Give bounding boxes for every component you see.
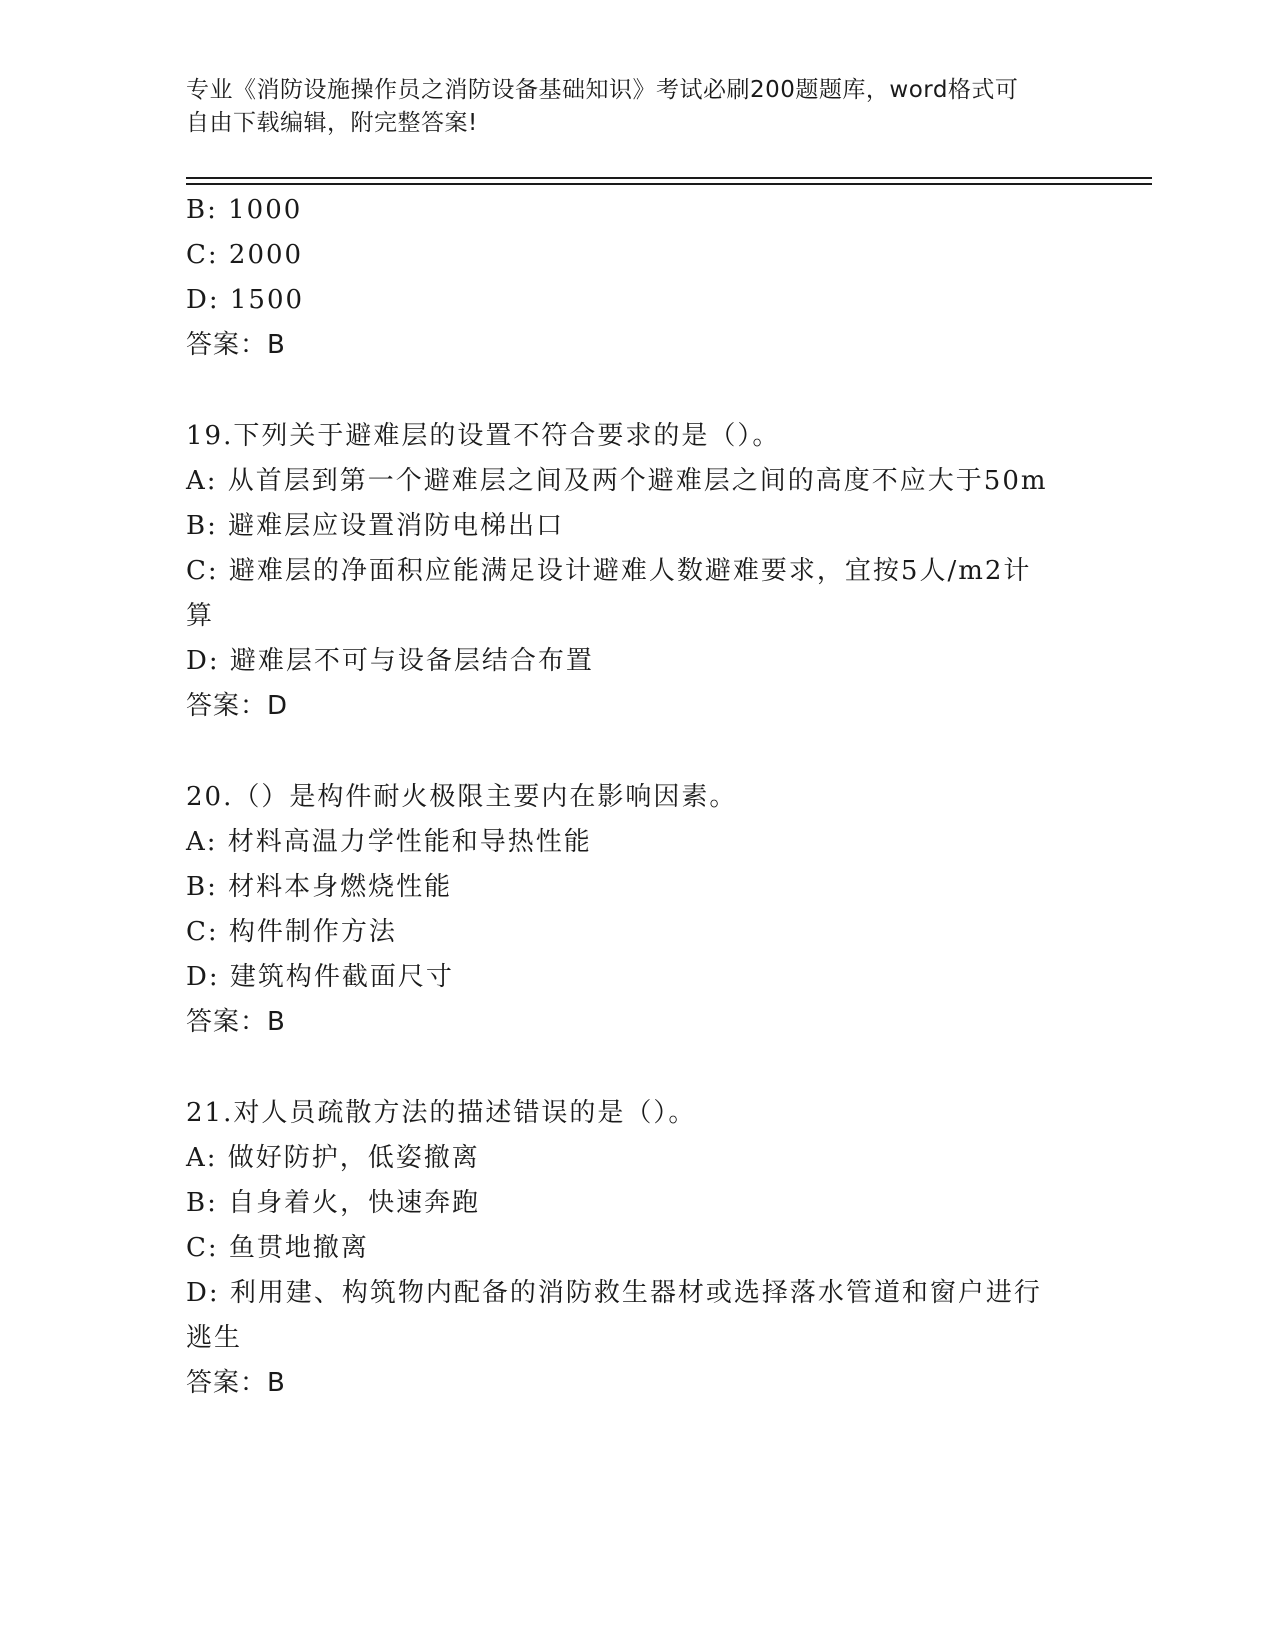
option-a: A: 从首层到第一个避难层之间及两个避难层之间的高度不应大于50m	[186, 466, 1048, 496]
option-c-continued: 算	[186, 601, 215, 631]
answer-line: 答案：B	[186, 1007, 286, 1037]
option-c: C: 构件制作方法	[186, 917, 397, 947]
header-rule-bottom	[186, 183, 1152, 185]
spacer	[186, 368, 1086, 414]
question-title: 19.下列关于避难层的设置不符合要求的是（）。	[186, 421, 781, 451]
answer-line: 答案：B	[186, 330, 286, 360]
option-d: D: 避难层不可与设备层结合布置	[186, 646, 594, 676]
answer-line: 答案：D	[186, 691, 289, 721]
question-block-20	[186, 775, 1086, 1045]
question-block-continued	[186, 188, 1086, 368]
option-b: B: 1000	[186, 195, 303, 225]
option-a: A: 材料高温力学性能和导热性能	[186, 827, 592, 857]
header-title-line-1: 专业《消防设施操作员之消防设备基础知识》考试必刷200题题库，word格式可	[186, 77, 1019, 103]
option-d-continued: 逃生	[186, 1323, 243, 1353]
header-rule-top	[186, 177, 1152, 179]
option-b: B: 材料本身燃烧性能	[186, 872, 453, 902]
question-list	[186, 188, 1086, 1406]
option-d: D: 1500	[186, 285, 305, 315]
option-c: C: 避难层的净面积应能满足设计避难人数避难要求，宜按5人/m2计	[186, 556, 1032, 586]
option-a: A: 做好防护，低姿撤离	[186, 1143, 480, 1173]
option-c: C: 2000	[186, 240, 304, 270]
option-d: D: 利用建、构筑物内配备的消防救生器材或选择落水管道和窗户进行	[186, 1278, 1042, 1308]
option-b: B: 自身着火，快速奔跑	[186, 1188, 481, 1218]
question-title: 21.对人员疏散方法的描述错误的是（）。	[186, 1098, 697, 1128]
option-d: D: 建筑构件截面尺寸	[186, 962, 454, 992]
question-block-19	[186, 414, 1086, 729]
option-b: B: 避难层应设置消防电梯出口	[186, 511, 565, 541]
document-header	[186, 74, 1066, 140]
header-title-line-2: 自由下载编辑，附完整答案!	[186, 110, 478, 136]
spacer	[186, 1045, 1086, 1091]
question-title: 20.（）是构件耐火极限主要内在影响因素。	[186, 782, 738, 812]
option-c: C: 鱼贯地撤离	[186, 1233, 369, 1263]
answer-line: 答案：B	[186, 1368, 286, 1398]
spacer	[186, 729, 1086, 775]
question-block-21	[186, 1091, 1086, 1406]
